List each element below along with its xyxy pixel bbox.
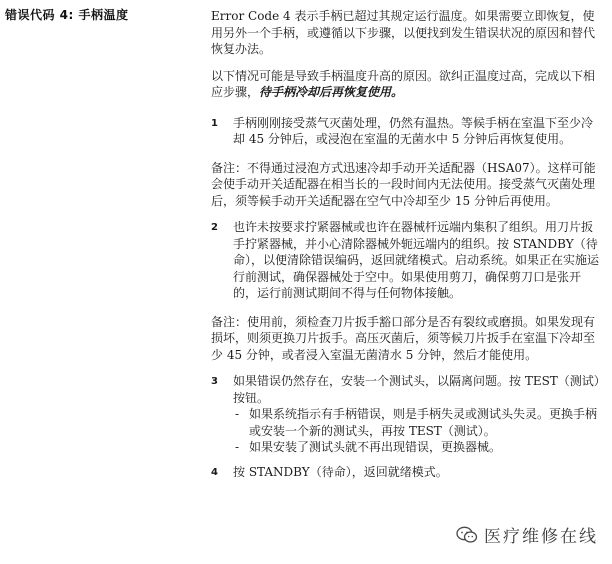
list-item — [233, 439, 604, 456]
step-number: 4 — [211, 466, 218, 478]
step-number: 1 — [211, 117, 218, 129]
watermark — [452, 520, 602, 549]
intro-paragraph: Error Code 4 表示手柄已超过其规定运行温度。如果需要立即恢复，使用另外一个手柄，或遵循以下步骤，以便找到发生错误状况的原因和替代恢复办法。 — [211, 9, 596, 56]
step-3-text: 如果错误仍然存在，安装一个测试头，以隔离问题。按 TEST（测试）按钮。 — [233, 374, 600, 405]
step-2 — [211, 219, 604, 302]
section-heading: 错误代码 4: 手柄温度 — [5, 8, 129, 22]
step-number: 3 — [211, 376, 218, 387]
step-4 — [211, 464, 604, 482]
step-body: 也许未按要求拧紧器械或也许在器械杆远端内集积了组织。用刀片扳手拧紧器械，并小心清除器械外轭远端内的组织。按 STANDBY（待命），以便清除错误编码，返回就绪模式。启动系统。如果正在实施运行前测试，确保器械处于空中。如果使用剪刀，确保剪刀口是张开的，运行前测试期间不得与任何物体接触。 — [233, 220, 600, 300]
document-body — [211, 8, 604, 493]
step-number: 2 — [211, 222, 218, 233]
wechat-logo-icon — [456, 526, 478, 544]
step-2-note: 备注：使用前，须检查刀片扳手豁口部分是否有裂纹或磨损。如果发现有损坏，则须更换刀片扳手。高压灭菌后，须等候刀片扳手在室温下冷却至少 45 分钟，或者浸入室温无菌清水 5 分钟，然后才能使用。 — [211, 314, 596, 362]
watermark-text: 医疗维修在线 — [484, 527, 598, 547]
step-body: 手柄刚刚接受蒸气灭菌处理，仍然有温热。等候手柄在室温下至少冷却 45 分钟后，或浸泡在室温的无菌水中 5 分钟后再恢复使用。 — [233, 115, 594, 146]
step-3-bullets — [233, 406, 604, 456]
dash-bullet: - — [235, 407, 240, 421]
dash-bullet: - — [235, 440, 240, 454]
step-1-note: 备注：不得通过浸泡方式迅速冷却手动开关适配器（HSA07）。这样可能会使手动开关适配器在相当长的一段时间内无法使用。接受蒸气灭菌处理后，须等候手动开关适配器在空气中冷却至少 15 分钟后再使用。 — [211, 160, 596, 208]
causes-emphasis: 待手柄冷却后再恢复使用。 — [259, 85, 404, 99]
bullet-text: 如果系统指示有手柄错误，则是手柄失灵或测试头失灵。更换手柄或安装一个新的测试头，再按 TEST（测试）。 — [249, 407, 598, 438]
bullet-text: 如果安装了测试头就不再出现错误，更换器械。 — [249, 440, 502, 454]
causes-intro-paragraph — [211, 68, 604, 101]
causes-intro-text: 以下情况可能是导致手柄温度升高的原因。欲纠正温度过高，完成以下相应步骤， — [211, 68, 596, 99]
list-item — [233, 406, 604, 439]
step-body — [233, 373, 604, 456]
step-3 — [211, 373, 604, 456]
step-1 — [211, 115, 604, 148]
step-body: 按 STANDBY（待命），返回就绪模式。 — [233, 464, 448, 479]
